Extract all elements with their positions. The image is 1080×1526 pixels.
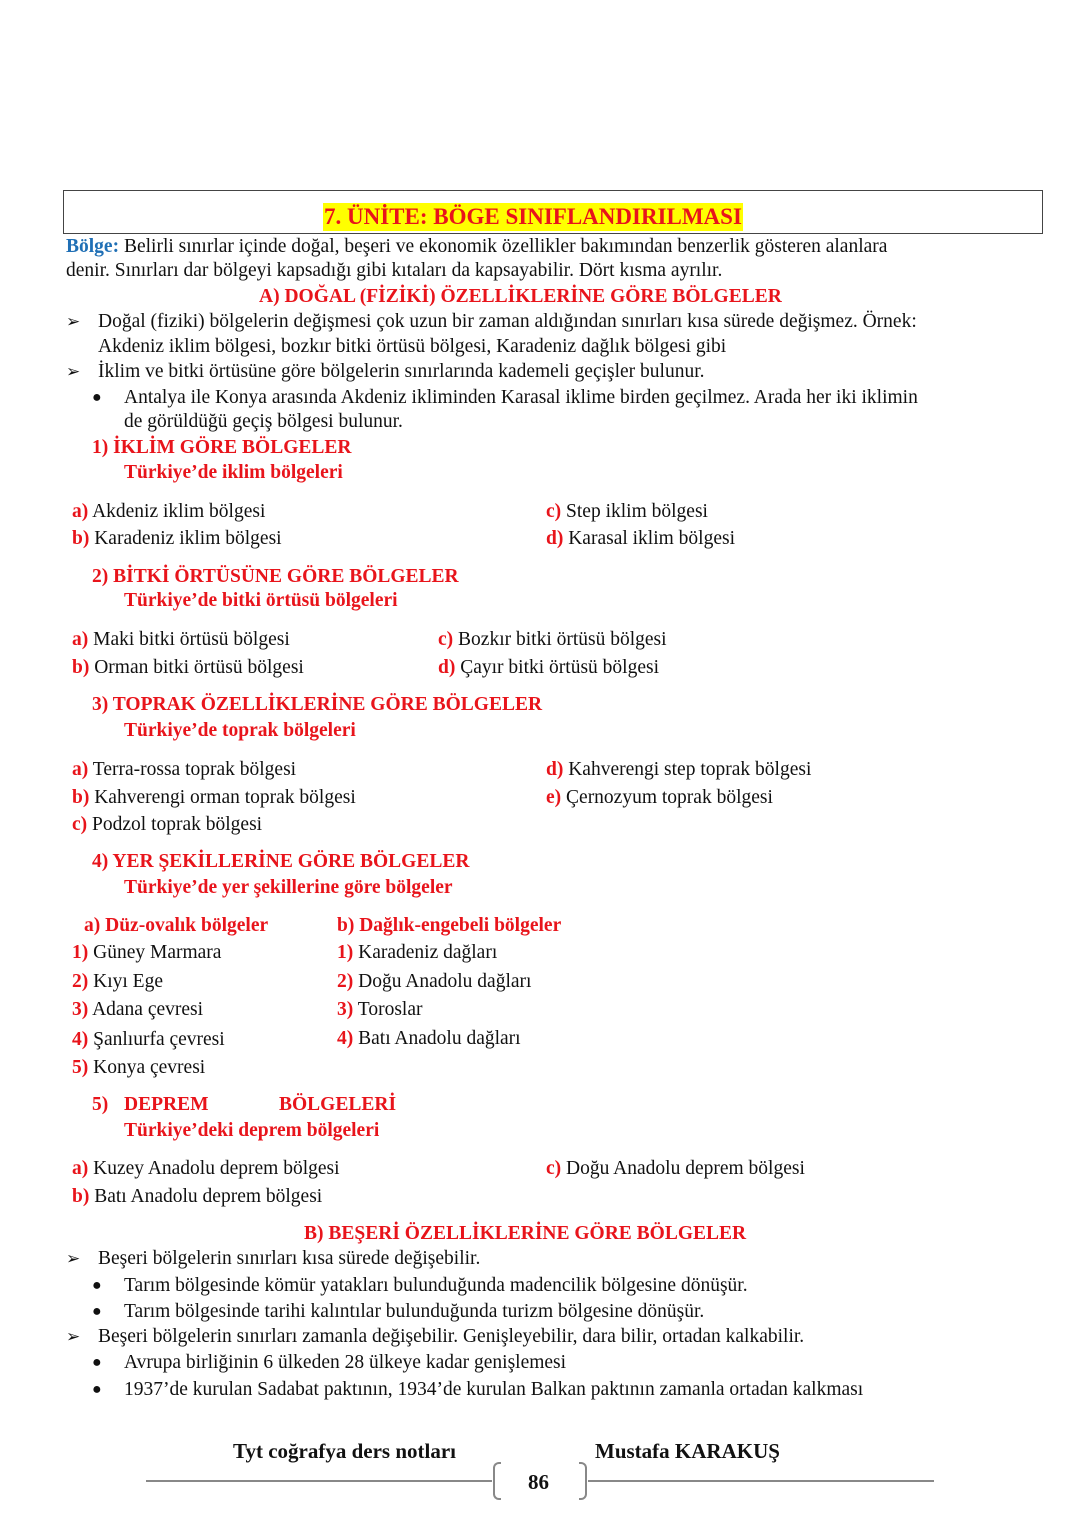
vegetation-heading: 2) BİTKİ ÖRTÜSÜNE GÖRE BÖLGELER	[92, 566, 459, 587]
footer-divider-right	[588, 1480, 934, 1482]
plains-heading: a) Düz-ovalık bölgeler	[84, 915, 269, 936]
list-item: 1) Karadeniz dağları	[337, 942, 498, 963]
footer-left: Tyt coğrafya ders notları	[233, 1439, 456, 1463]
earthquake-subheading: Türkiye’deki deprem bölgeleri	[124, 1120, 380, 1141]
footer-right: Mustafa KARAKUŞ	[595, 1439, 780, 1463]
landforms-heading: 4) YER ŞEKİLLERİNE GÖRE BÖLGELER	[92, 851, 470, 872]
paragraph: Tarım bölgesinde kömür yatakları bulunduğunda madencilik bölgesine dönüşür.	[124, 1275, 748, 1296]
paragraph: Tarım bölgesinde tarihi kalıntılar bulunduğunda turizm bölgesine dönüşür.	[124, 1301, 705, 1322]
bullet-icon: ●	[92, 1354, 102, 1371]
list-item: a) Akdeniz iklim bölgesi	[72, 501, 266, 522]
list-item: 3) Adana çevresi	[72, 999, 204, 1020]
list-item: c) Bozkır bitki örtüsü bölgesi	[438, 629, 667, 650]
list-item: e) Çernozyum toprak bölgesi	[546, 787, 773, 808]
earthquake-heading-b: BÖLGELERİ	[279, 1094, 397, 1115]
right-brace-icon	[579, 1462, 587, 1500]
arrow-bullet-icon: ➢	[66, 1327, 81, 1346]
page-title: 7. ÜNİTE: BÖGE SINIFLANDIRILMASI	[324, 204, 742, 229]
arrow-bullet-icon: ➢	[66, 362, 81, 381]
list-item: b) Batı Anadolu deprem bölgesi	[72, 1186, 323, 1207]
list-item: d) Çayır bitki örtüsü bölgesi	[438, 657, 659, 678]
list-item: 4) Batı Anadolu dağları	[337, 1028, 521, 1049]
list-item: 5) Konya çevresi	[72, 1057, 206, 1078]
list-item: b) Karadeniz iklim bölgesi	[72, 528, 282, 549]
climate-subheading: Türkiye’de iklim bölgeleri	[124, 462, 343, 483]
term-label: Bölge:	[66, 236, 120, 257]
paragraph: Akdeniz iklim bölgesi, bozkır bitki örtüsü bölgesi, Karadeniz dağlık bölgesi gibi	[98, 336, 727, 357]
paragraph: 1937’de kurulan Sadabat paktının, 1934’de kurulan Balkan paktının zamanla ortadan kalkması	[124, 1379, 864, 1400]
list-item: b) Kahverengi orman toprak bölgesi	[72, 787, 356, 808]
left-brace-icon	[493, 1462, 501, 1500]
earthquake-heading-a: DEPREM	[124, 1094, 209, 1115]
section-a-heading: A) DOĞAL (FİZİKİ) ÖZELLİKLERİNE GÖRE BÖLGELER	[259, 286, 782, 307]
list-item: c) Step iklim bölgesi	[546, 501, 708, 522]
list-item: 4) Şanlıurfa çevresi	[72, 1029, 225, 1050]
list-item: d) Karasal iklim bölgesi	[546, 528, 736, 549]
list-item: 3) Toroslar	[337, 999, 423, 1020]
bullet-icon: ●	[92, 1277, 102, 1294]
list-item: a) Maki bitki örtüsü bölgesi	[72, 629, 290, 650]
bullet-icon: ●	[92, 389, 102, 406]
list-item: a) Terra-rossa toprak bölgesi	[72, 759, 297, 780]
climate-heading: 1) İKLİM GÖRE BÖLGELER	[92, 437, 352, 458]
list-item: 1) Güney Marmara	[72, 942, 222, 963]
page-number: 86	[528, 1470, 549, 1494]
list-item: b) Orman bitki örtüsü bölgesi	[72, 657, 304, 678]
earthquake-heading-num: 5)	[92, 1094, 109, 1115]
bullet-icon: ●	[92, 1381, 102, 1398]
soil-subheading: Türkiye’de toprak bölgeleri	[124, 720, 356, 741]
intro-line-1	[66, 235, 887, 259]
mountains-heading: b) Dağlık-engebeli bölgeler	[337, 915, 562, 936]
list-item: c) Doğu Anadolu deprem bölgesi	[546, 1158, 805, 1179]
paragraph: İklim ve bitki örtüsüne göre bölgelerin sınırlarında kademeli geçişler bulunur.	[98, 361, 705, 382]
list-item: 2) Kıyı Ege	[72, 971, 163, 992]
paragraph: Avrupa birliğinin 6 ülkeden 28 ülkeye kadar genişlemesi	[124, 1352, 567, 1373]
paragraph: de görüldüğü geçiş bölgesi bulunur.	[124, 411, 403, 432]
bullet-icon: ●	[92, 1303, 102, 1320]
list-item: d) Kahverengi step toprak bölgesi	[546, 759, 812, 780]
arrow-bullet-icon: ➢	[66, 312, 81, 331]
landforms-subheading: Türkiye’de yer şekillerine göre bölgeler	[124, 877, 453, 898]
intro-text: Belirli sınırlar içinde doğal, beşeri ve ekonomik özellikler bakımından benzerlik gösteren alanlara	[123, 236, 888, 257]
list-item: a) Kuzey Anadolu deprem bölgesi	[72, 1158, 340, 1179]
list-item: c) Podzol toprak bölgesi	[72, 814, 263, 835]
paragraph: Antalya ile Konya arasında Akdeniz ikliminden Karasal iklime birden geçilmez. Arada her iki iklimin	[124, 387, 918, 408]
vegetation-subheading: Türkiye’de bitki örtüsü bölgeleri	[124, 590, 398, 611]
soil-heading: 3) TOPRAK ÖZELLİKLERİNE GÖRE BÖLGELER	[92, 694, 543, 715]
arrow-bullet-icon: ➢	[66, 1249, 81, 1268]
paragraph: Beşeri bölgelerin sınırları kısa sürede değişebilir.	[98, 1248, 481, 1269]
footer-divider-left	[146, 1480, 492, 1482]
paragraph: Doğal (fiziki) bölgelerin değişmesi çok uzun bir zaman aldığından sınırları kısa sürede değişmez. Örnek:	[98, 311, 917, 332]
paragraph: Beşeri bölgelerin sınırları zamanla değişebilir. Genişleyebilir, dara bilir, ortadan kalkabilir.	[98, 1326, 805, 1347]
list-item: 2) Doğu Anadolu dağları	[337, 971, 532, 992]
intro-line-2: denir. Sınırları dar bölgeyi kapsadığı gibi kıtaları da kapsayabilir. Dört kısma ayrılır.	[66, 260, 723, 281]
section-b-heading: B) BEŞERİ ÖZELLİKLERİNE GÖRE BÖLGELER	[304, 1223, 747, 1244]
